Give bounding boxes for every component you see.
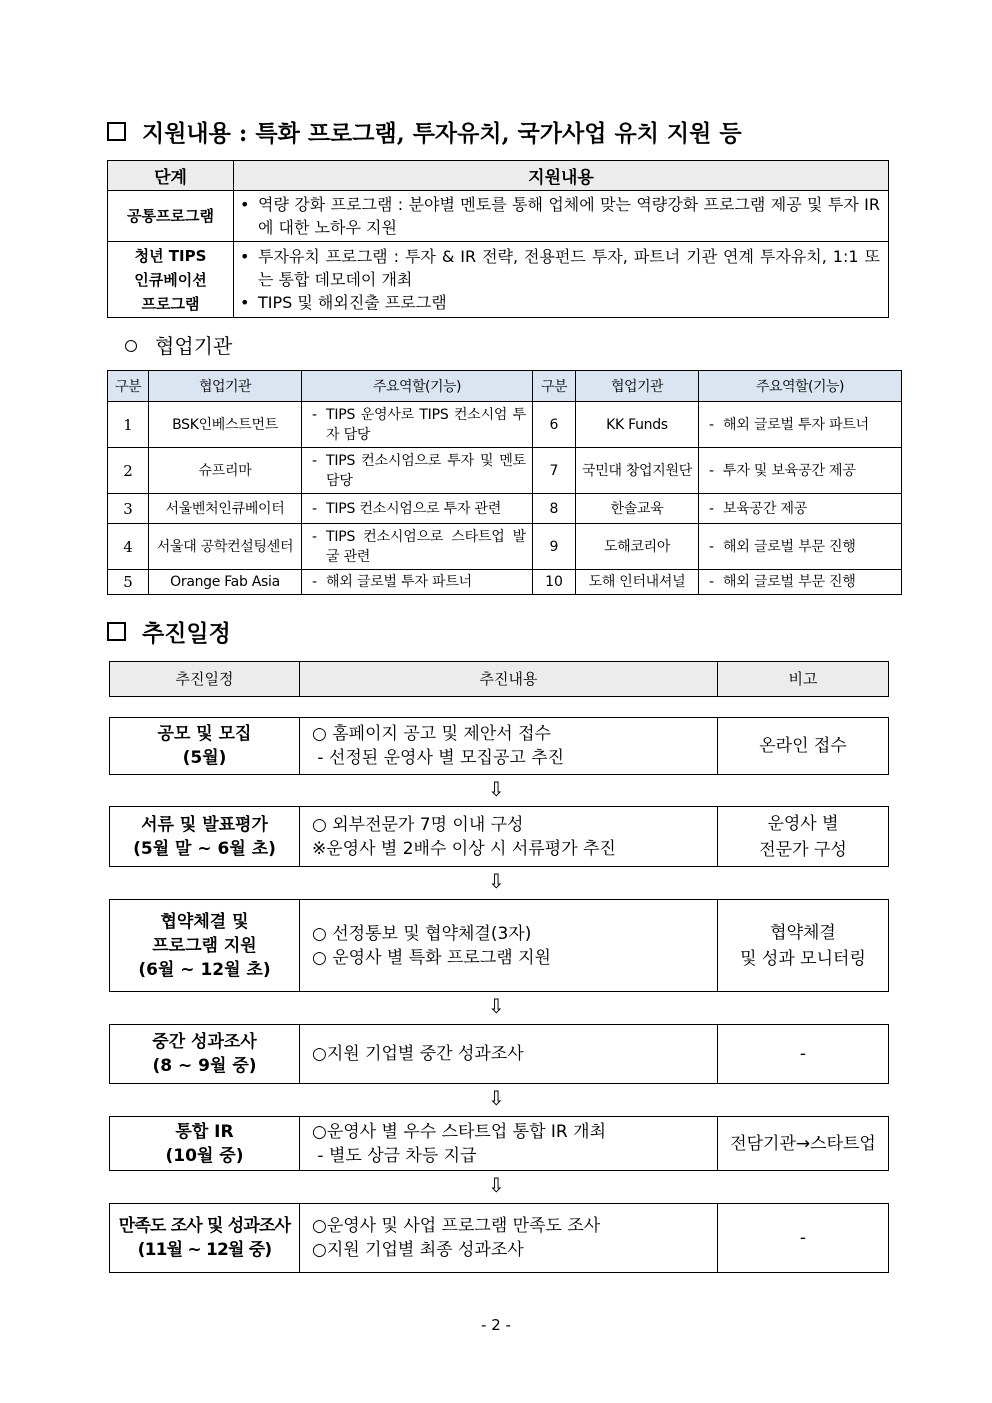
header-organization: 협업기관: [576, 371, 699, 402]
content-cell: [234, 191, 889, 242]
header-schedule: 추진일정: [110, 662, 300, 696]
down-arrow-icon: ⇩: [488, 994, 505, 1018]
header-category: 구분: [533, 371, 576, 402]
page-number: - 2 -: [481, 1316, 511, 1334]
down-arrow-icon: ⇩: [488, 1086, 505, 1110]
step-stage: 공모 및 모집 (5월): [110, 718, 300, 774]
schedule-step: [109, 1024, 889, 1084]
step-content: ○운영사 별 우수 스타트업 통합 IR 개최 - 별도 상금 차등 지급: [300, 1117, 718, 1170]
step-stage: 통합 IR (10월 중): [110, 1117, 300, 1170]
table-row: 3 서울벤처인큐베이터 - TIPS 컨소시엄으로 투자 관련 8 한솔교육 - 보육공간 제공: [108, 494, 902, 524]
step-content: ○운영사 및 사업 프로그램 만족도 조사 ○지원 기업별 최종 성과조사: [300, 1204, 718, 1272]
schedule-step: [109, 899, 889, 992]
step-content: ○ 홈페이지 공고 및 제안서 접수 - 선정된 운영사 별 모집공고 추진: [300, 718, 718, 774]
header-stage: 단계: [108, 161, 234, 191]
section-title-support: [107, 115, 742, 148]
step-content: ○ 선정통보 및 협약체결(3자) ○ 운영사 별 특화 프로그램 지원: [300, 900, 718, 991]
stage-cell: 공통프로그램: [108, 191, 234, 242]
table-row: [108, 242, 889, 318]
circle-bullet-icon: [125, 340, 137, 352]
bullet-item: • 역량 강화 프로그램 : 분야별 멘토를 통해 업체에 맞는 역량강화 프로그램 제공 및 투자 IR에 대한 노하우 지원: [240, 195, 880, 237]
step-stage: 만족도 조사 및 성과조사 (11월 ~ 12월 중): [110, 1204, 300, 1272]
down-arrow-icon: ⇩: [488, 1173, 505, 1197]
table-row: 5 Orange Fab Asia - 해외 글로벌 투자 파트너 10 도해 인터내셔널 - 해외 글로벌 부문 진행: [108, 570, 902, 595]
step-content: ○지원 기업별 중간 성과조사: [300, 1025, 718, 1083]
down-arrow-icon: ⇩: [488, 777, 505, 801]
table-row: 4 서울대 공학컨설팅센터 - TIPS 컨소시엄으로 스타트업 발굴 관련 9 도해코리아 - 해외 글로벌 부문 진행: [108, 524, 902, 570]
bullet-item: • 투자유치 프로그램 : 투자 & IR 전략, 전용펀드 투자, 파트너 기관 연계 투자유치, 1:1 또는 통합 데모데이 개최: [240, 247, 880, 289]
section-title-text: 지원내용 : 특화 프로그램, 투자유치, 국가사업 유치 지원 등: [142, 120, 742, 147]
partner-table: [107, 370, 902, 595]
checkbox-square-icon: [107, 622, 126, 641]
header-category: 구분: [108, 371, 149, 402]
step-note: 전담기관→스타트업: [730, 1133, 876, 1154]
stage-cell: 청년 TIPS 인큐베이션 프로그램: [108, 242, 234, 318]
checkbox-square-icon: [107, 122, 126, 141]
support-table-header: [108, 161, 889, 191]
header-role: 주요역할(기능): [699, 371, 902, 402]
section-title-schedule: [107, 615, 231, 648]
step-stage: 서류 및 발표평가 (5월 말 ~ 6월 초): [110, 807, 300, 866]
step-note: -: [799, 1228, 807, 1248]
schedule-step: [109, 717, 889, 775]
support-table: [107, 160, 889, 318]
step-note: 운영사 별 전문가 구성: [759, 813, 847, 860]
step-note: 협약체결 및 성과 모니터링: [740, 922, 866, 969]
header-note: 비고: [788, 670, 818, 688]
bullet-icon: •: [240, 195, 250, 214]
bullet-item: • TIPS 및 해외진출 프로그램: [240, 293, 447, 312]
table-row: [108, 191, 889, 242]
partners-title: 협업기관: [125, 330, 232, 359]
schedule-step: [109, 1203, 889, 1273]
content-cell: [234, 242, 889, 318]
header-organization: 협업기관: [149, 371, 302, 402]
header-role: 주요역할(기능): [302, 371, 533, 402]
table-row: 1 BSK인베스트먼트 - TIPS 운영사로 TIPS 컨소시엄 투자 담당 6 KK Funds - 해외 글로벌 투자 파트너: [108, 402, 902, 448]
bullet-icon: •: [240, 293, 250, 312]
table-row: 2 슈프리마 - TIPS 컨소시엄으로 투자 및 멘토 담당 7 국민대 창업지원단 - 투자 및 보육공간 제공: [108, 448, 902, 494]
step-stage: 협약체결 및 프로그램 지원 (6월 ~ 12월 초): [110, 900, 300, 991]
section-title-text: 추진일정: [142, 620, 231, 647]
bullet-icon: •: [240, 247, 250, 266]
header-content: 지원내용: [234, 161, 889, 191]
partner-table-header: [108, 371, 902, 402]
schedule-step: [109, 806, 889, 867]
step-note: 온라인 접수: [759, 736, 847, 756]
schedule-step: [109, 1116, 889, 1171]
step-note: -: [799, 1044, 807, 1064]
down-arrow-icon: ⇩: [488, 869, 505, 893]
schedule-header: [109, 661, 889, 697]
header-content: 추진내용: [300, 662, 718, 696]
step-content: ○ 외부전문가 7명 이내 구성 ※운영사 별 2배수 이상 시 서류평가 추진: [300, 807, 718, 866]
step-stage: 중간 성과조사 (8 ~ 9월 중): [110, 1025, 300, 1083]
